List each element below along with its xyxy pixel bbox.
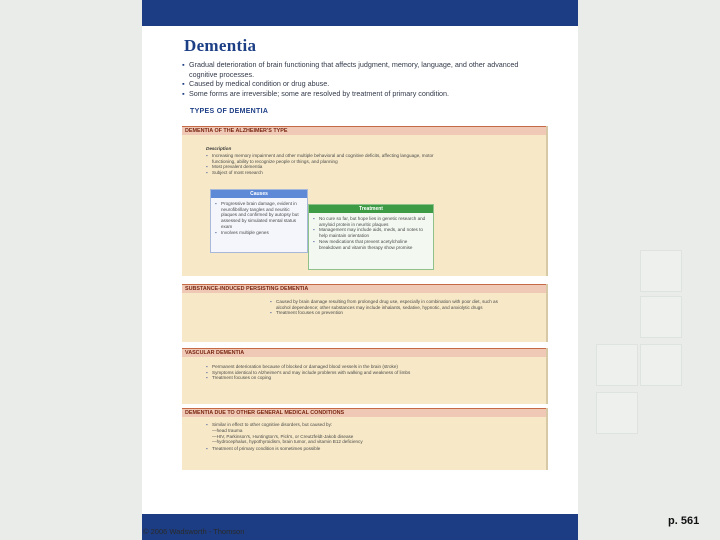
causes-title: Causes (211, 190, 307, 198)
background-tile (640, 296, 682, 338)
description-list (206, 153, 436, 176)
vascular-item: ▪ Permanent deterioration because of blocked or damaged blood vessels in the brain (stroke) (206, 364, 456, 370)
alzheimer-panel (182, 126, 548, 276)
description-label: Description (206, 146, 232, 151)
substance-item: ▪ Caused by brain damage resulting from prolonged drug use, especially in combination with poor diet, such as alcohol dependence; other substances may include inhalants, sedative, hypnotic, and anxiolytic drugs (270, 299, 510, 310)
slide-body (142, 26, 578, 514)
treatment-item: ▪ No cure so far, but hope lies in genetic research and amyloid protein in neuritic plaques (313, 216, 429, 227)
bullet-item: ▪ Gradual deterioration of brain functioning that affects judgment, memory, language, and other advanced cognitive processes. (182, 60, 542, 79)
slide (142, 0, 578, 540)
vascular-panel (182, 348, 548, 404)
general-medical-panel (182, 408, 548, 470)
treatment-title: Treatment (309, 205, 433, 213)
background-tile (640, 344, 682, 386)
vascular-item: ▪ Symptoms identical to Alzheimer's and may include problems with walking and weakness of limbs (206, 370, 456, 376)
background-tile (596, 392, 638, 434)
general-last: ▪ Treatment of primary condition is sometimes possible (206, 446, 436, 452)
general-subitem: —head trauma (212, 428, 243, 433)
substance-item: ▪ Treatment focuses on prevention (270, 310, 510, 316)
general-medical-list-end (206, 446, 436, 452)
alzheimer-header: DEMENTIA OF THE ALZHEIMER'S TYPE (182, 126, 546, 135)
treatment-box (308, 204, 434, 270)
background-tile (640, 250, 682, 292)
vascular-list (206, 364, 456, 381)
general-intro: ▪ Similar in effect to other cognitive disorders, but caused by: (206, 422, 436, 428)
treatment-item: ▪ New medications that prevent acetylcholine breakdown and vitamin therapy show promise (313, 239, 429, 250)
vascular-item: ▪ Treatment focuses on coping (206, 375, 456, 381)
page-number: p. 561 (668, 515, 700, 527)
bullet-item: ▪ Caused by medical condition or drug abuse. (182, 79, 542, 89)
treatment-list (313, 216, 429, 250)
slide-top-bar (142, 0, 578, 26)
general-subitem: —hydrocephalus, hypothyroidism, brain tumor, and vitamin B12 deficiency (212, 439, 363, 445)
description-item: ▪ Subject of most research (206, 170, 436, 176)
substance-list (270, 299, 510, 316)
causes-box (210, 189, 308, 253)
description-item: ▪ Increasing memory impairment and other multiple behavioral and cognitive deficits, affecting language, motor functioning, ability to recognize people or things, and planning (206, 153, 436, 164)
treatment-item: ▪ Management may include aids, meds, and notes to help maintain orientation (313, 227, 429, 238)
bullet-item: ▪ Some forms are irreversible; some are resolved by treatment of primary condition. (182, 89, 542, 99)
causes-item: ▪ Progressive brain damage, evident in neurofibrillary tangles and neuritic plaques and confirmed by autopsy but assessed by simulated mental status exam (215, 201, 303, 230)
substance-panel (182, 284, 548, 342)
general-subitems (212, 428, 442, 445)
description-item: ▪ Most prevalent dementia (206, 164, 436, 170)
general-medical-list (206, 422, 436, 428)
copyright-text: © 2006 Wadsworth - Thomson (143, 527, 245, 536)
general-medical-header: DEMENTIA DUE TO OTHER GENERAL MEDICAL CONDITIONS (182, 408, 546, 417)
causes-item: ▪ Involves multiple genes (215, 230, 303, 236)
intro-bullets (182, 60, 542, 98)
slide-title: Dementia (184, 36, 257, 55)
general-subitem: —HIV, Parkinson's, Huntington's, Pick's, or Creutzfeldt-Jakob disease (212, 433, 354, 439)
types-heading: TYPES OF DEMENTIA (190, 108, 269, 115)
background-tile (596, 344, 638, 386)
vascular-header: VASCULAR DEMENTIA (182, 348, 546, 357)
causes-list (215, 201, 303, 235)
substance-header: SUBSTANCE-INDUCED PERSISTING DEMENTIA (182, 284, 546, 293)
